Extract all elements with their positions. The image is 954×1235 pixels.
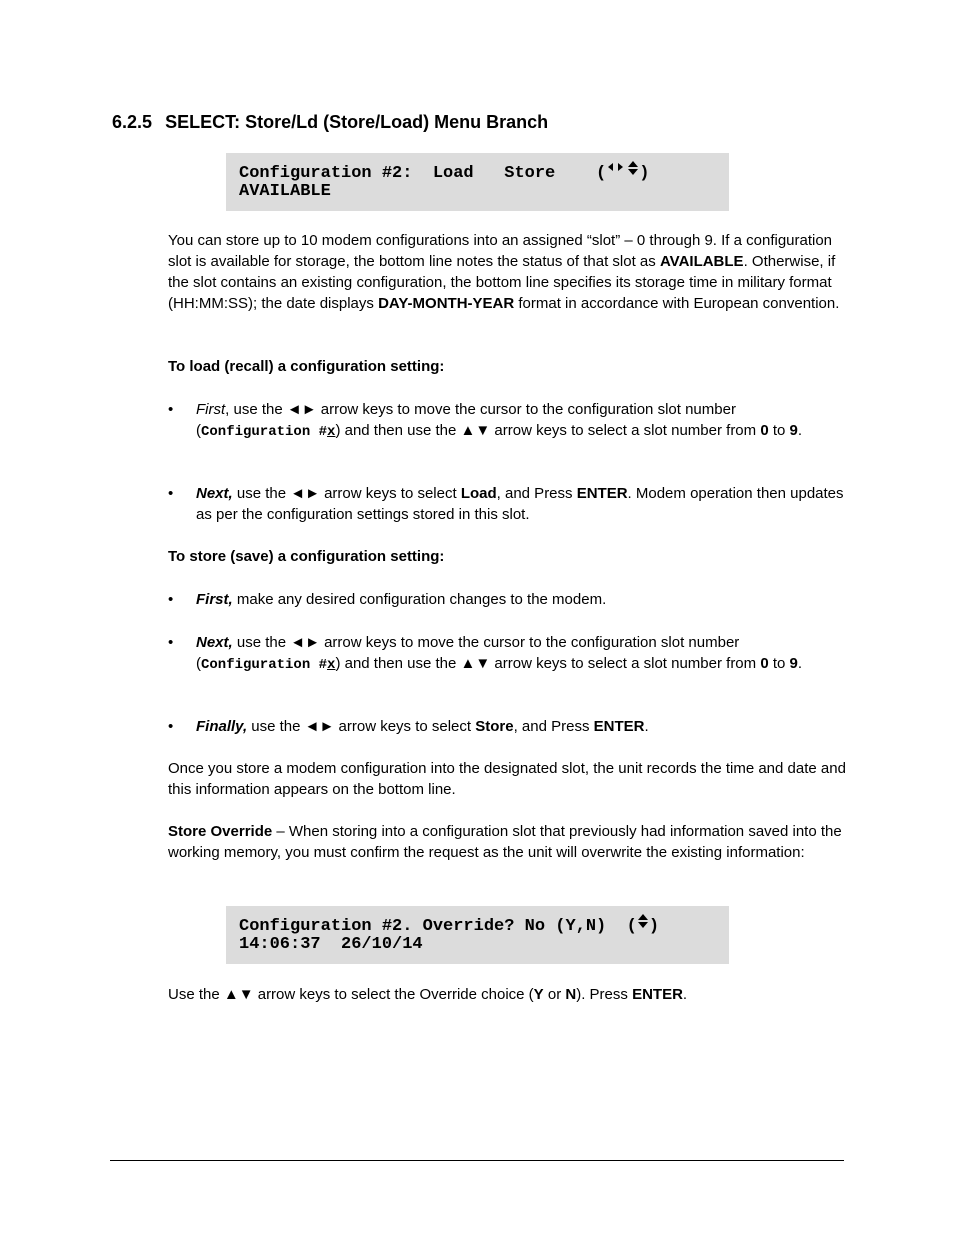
lcd-line-2: 14:06:37 26/10/14: [239, 935, 423, 954]
left-arrow-icon: [606, 161, 615, 175]
right-arrow-icon: [615, 161, 627, 175]
bullet-icon: •: [168, 634, 174, 651]
bullet-icon: •: [168, 485, 174, 502]
bullet-icon: •: [168, 718, 174, 735]
section-title: SELECT: Store/Ld (Store/Load) Menu Branch: [165, 112, 549, 132]
intro-paragraph: You can store up to 10 modem configurations into an assigned “slot” – 0 through 9. If a configuration slot is available for storage, the bottom line notes the status of that slot as AVAILABLE. Otherwise, if the slot contains an existing configuration, the bottom line specifies its storage time in military format (HH:MM:SS); the date displays DAY-MONTH-YEAR format in accordance with European convention.: [168, 232, 840, 312]
after-store-paragraph: Once you store a modem configuration into the designated slot, the unit records the time and date and this information appears on the bottom line.: [168, 760, 846, 798]
bullet-icon: •: [168, 591, 174, 608]
lcd-line-2: AVAILABLE: [239, 182, 331, 201]
section-number: 6.2.5: [112, 112, 153, 132]
up-down-arrow-icon: [627, 160, 639, 176]
final-paragraph: Use the ▲▼ arrow keys to select the Override choice (Y or N). Press ENTER.: [168, 986, 688, 1003]
lcd-display-store-load: [226, 153, 729, 211]
store-subheading: To store (save) a configuration setting:: [168, 548, 445, 565]
up-down-arrow-icon: [637, 913, 649, 929]
override-paragraph: Store Override – When storing into a configuration slot that previously had information saved into the working memory, you must confirm the request as the unit will overwrite the existing information:: [168, 823, 842, 861]
bullet-icon: •: [168, 401, 174, 418]
load-subheading: To load (recall) a configuration setting:: [168, 358, 445, 375]
lcd-display-override: [226, 906, 729, 964]
lcd-line-1: Configuration #2. Override? No (Y,N) ( ): [239, 913, 659, 936]
footer-divider: [110, 1160, 844, 1161]
section-heading: [112, 112, 548, 133]
lcd-line-1: Configuration #2: Load Store ( ): [239, 160, 649, 183]
